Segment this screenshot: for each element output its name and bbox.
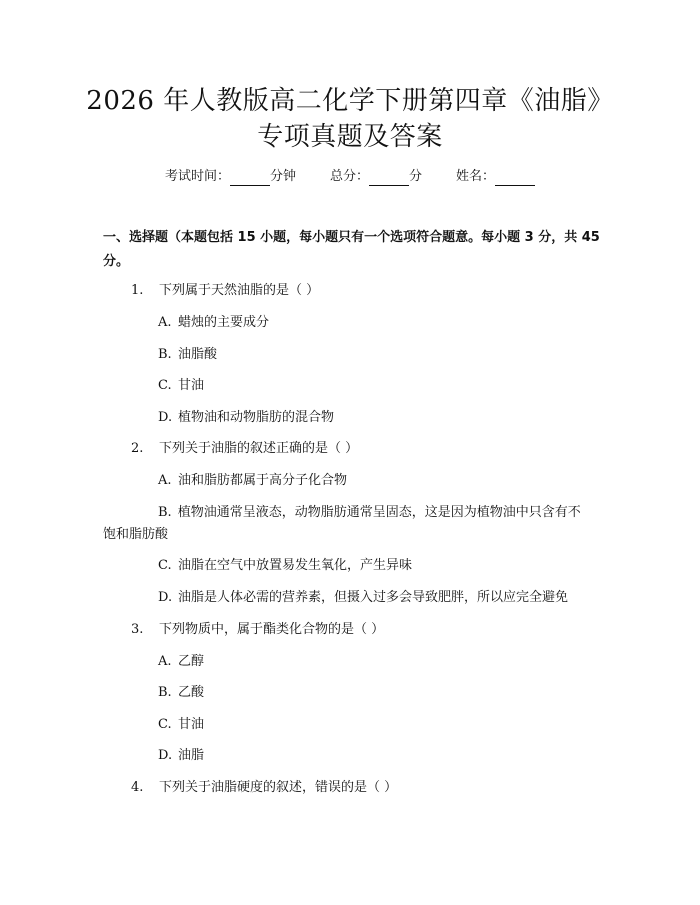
document-title-line1: 2026 年人教版高二化学下册第四章《油脂》 [86,86,614,116]
option-letter: D. [158,590,173,605]
question-number: 3. [131,622,144,637]
option-letter: C. [158,378,172,393]
exam-time-label: 考试时间： [164,169,230,184]
option-text: 植物油和动物脂肪的混合物 [178,410,335,425]
option-text: 油脂是人体必需的营养素，但摄入过多会导致肥胖，所以应完全避免 [178,590,569,605]
option-text: 油脂在空气中放置易发生氧化，产生异味 [178,558,413,573]
option-text: 甘油 [178,717,205,732]
question-2-option-d[interactable] [158,589,568,607]
option-letter: A. [158,654,172,669]
exam-time-unit: 分钟 [269,169,296,184]
student-name [456,168,535,186]
option-letter: B. [158,685,172,700]
option-letter: B. [158,347,172,362]
question-1-option-d[interactable] [158,409,334,427]
question-2 [131,440,358,458]
option-text: 油和脂肪都属于高分子化合物 [178,473,348,488]
option-letter: B. [158,505,172,520]
question-text: 下列关于油脂的叙述正确的是（ ） [159,441,359,456]
question-1 [131,282,319,300]
total-score [330,168,422,186]
option-text: 乙醇 [178,654,205,669]
option-text: 油脂酸 [178,347,218,362]
question-text: 下列物质中，属于酯类化合物的是（ ） [159,622,385,637]
exam-time [165,168,296,186]
question-2-option-b[interactable] [103,502,593,546]
question-2-option-a[interactable] [158,472,347,490]
student-name-label: 姓名： [456,169,496,184]
total-score-label: 总分： [329,169,369,184]
student-name-blank[interactable] [495,171,535,186]
total-score-blank[interactable] [369,171,409,186]
question-3-option-c[interactable] [158,716,204,734]
question-number: 1. [131,283,144,298]
question-4 [131,779,397,797]
option-letter: C. [158,558,172,573]
document-title-line2: 专项真题及答案 [257,122,443,152]
option-text: 蜡烛的主要成分 [178,315,270,330]
question-2-option-c[interactable] [158,557,412,575]
option-text: 油脂 [178,748,205,763]
option-text: 甘油 [178,378,205,393]
option-letter: C. [158,717,172,732]
option-letter: D. [158,410,173,425]
question-1-option-c[interactable] [158,377,204,395]
question-3-option-a[interactable] [158,653,204,671]
section-heading: 一、选择题（本题包括 15 小题，每小题只有一个选项符合题意。每小题 3 分，共 45 分。 [103,230,600,269]
option-letter: A. [158,315,172,330]
question-number: 4. [131,780,144,795]
question-3-option-b[interactable] [158,684,204,702]
question-1-option-a[interactable] [158,314,269,332]
option-text: 植物油通常呈液态，动物脂肪通常呈固态，这是因为植物油中只含有不饱和脂肪酸 [103,505,581,542]
question-3-option-d[interactable] [158,747,204,765]
question-number: 2. [131,441,144,456]
exam-time-blank[interactable] [230,171,270,186]
question-text: 下列关于油脂硬度的叙述，错误的是（ ） [159,780,398,795]
option-letter: D. [158,748,173,763]
exam-info [0,168,700,186]
question-1-option-b[interactable] [158,346,217,364]
question-text: 下列属于天然油脂的是（ ） [159,283,320,298]
total-score-unit: 分 [409,169,423,184]
option-text: 乙酸 [178,685,205,700]
question-3 [131,621,384,639]
option-letter: A. [158,473,172,488]
